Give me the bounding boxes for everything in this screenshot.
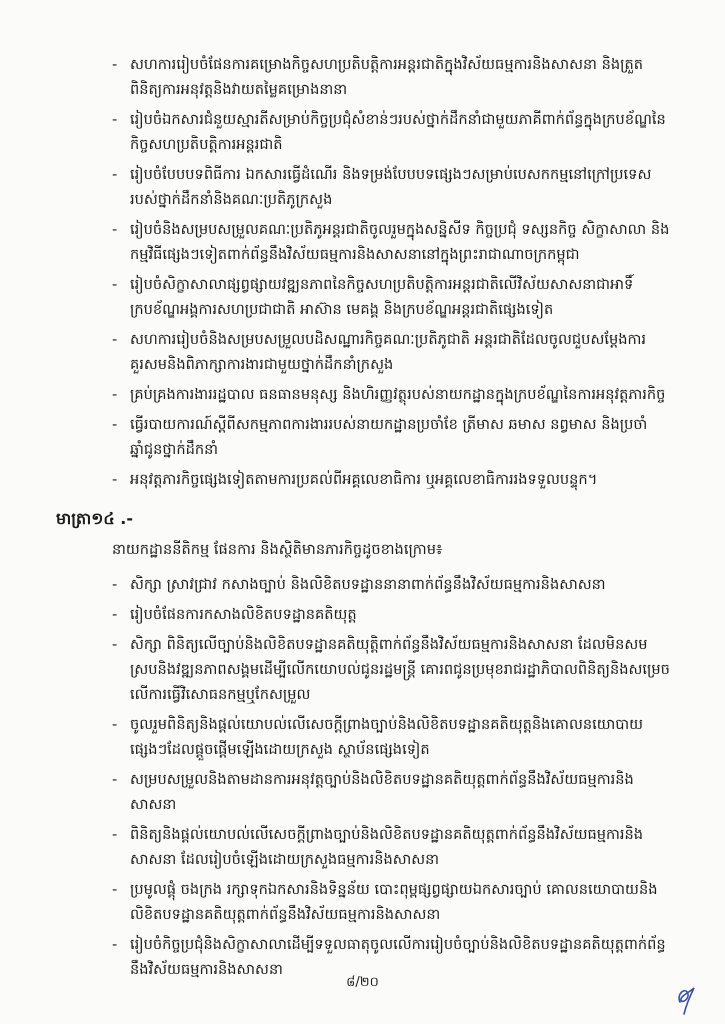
list-item (112, 712, 672, 762)
list-item-text: សហការរៀបចំនិងសម្របសម្រួលបដិសណ្ឋារកិច្ចគណៈប្រតិភូជាតិ អន្តរជាតិដែលចូលជួបសម្តែងការគួរសមនិងពិភាក្សាការងារជាមួយថ្នាក់ដឹកនាំក្រសួង (130, 331, 647, 373)
list-item-text: ពិនិត្យនិងផ្ដល់យោបល់លើសេចក្ដីព្រាងច្បាប់និងលិខិតបទដ្ឋានគតិយុត្តពាក់ព័ន្ធនឹងវិស័យធម្មការនិងសាសនា ដែលរៀបចំឡើងដោយក្រសួងធម្មការនិងសាសនា (130, 826, 644, 868)
bullet-dash: - (112, 416, 118, 433)
list-item (112, 272, 672, 322)
article-intro: នាយកដ្ឋាននីតិកម្ម ផែនការ និងស្ថិតិមានភារកិច្ចដូចខាងក្រោម៖ (112, 541, 443, 558)
list-item-text: គ្រប់គ្រងការងាររដ្ឋបាល ធនធានមនុស្ស និងហិរញ្ញវត្ថុរបស់នាយកដ្ឋានក្នុងក្របខ័ណ្ឌនៃការអនុវត្តភារកិច្ច (130, 386, 666, 403)
list-item-text: រៀបចំឯកសារជំនួយស្មារតីសម្រាប់កិច្ចប្រជុំសំខាន់ៗរបស់ថ្នាក់ដឹកនាំជាមួយភាគីពាក់ព័ន្ធក្នុងក្របខ័ណ្ឌនៃកិច្ចសហប្រតិបត្តិការអន្តរជាតិ (130, 111, 666, 153)
list-item-text: សិក្សា ស្រាវជ្រាវ កសាងច្បាប់ និងលិខិតបទដ្ឋាននានាពាក់ព័ន្ធនឹងវិស័យធម្មការនិងសាសនា (130, 576, 606, 593)
list-item (112, 327, 672, 377)
bullet-dash: - (112, 636, 118, 653)
duties-list-section-13 (112, 52, 672, 497)
list-item (112, 162, 672, 212)
list-item (112, 602, 672, 627)
list-item (112, 822, 672, 872)
bullet-dash: - (112, 576, 118, 593)
bullet-dash: - (112, 386, 118, 403)
bullet-dash: - (112, 771, 118, 788)
bullet-dash: - (112, 936, 118, 953)
page-number: ៨/២០ (346, 975, 379, 990)
list-item-text: រៀបចំបែបបទពិធីការ ឯកសារធ្វើដំណើរ និងទម្រង់បែបបទផ្សេងៗសម្រាប់បេសកកម្មនៅក្រៅប្រទេសរបស់ថ្នាក់ដឹកនាំនិងគណៈប្រតិភូក្រសួង (130, 166, 652, 208)
list-item-text: រៀបចំកិច្ចប្រជុំនិងសិក្ខាសាលាដើម្បីទទួលធាតុចូលលើការរៀបចំច្បាប់និងលិខិតបទដ្ឋានគតិយុត្តពាក់ព័ន្ធនឹងវិស័យធម្មការនិងសាសនា (130, 936, 666, 978)
bullet-dash: - (112, 471, 118, 488)
bullet-dash: - (112, 826, 118, 843)
list-item (112, 767, 672, 817)
list-item (112, 467, 672, 492)
list-item (112, 572, 672, 597)
list-item-text: រៀបចំសិក្ខាសាលាផ្សព្វផ្សាយវឌ្ឍនភាពនៃកិច្ចសហប្រតិបត្តិការអន្តរជាតិលើវិស័យសាសនាជាអាទិ៍ក្របខ័ណ្ឌអង្គការសហប្រជាជាតិ អាស៊ាន មេគង្គ និងក្របខ័ណ្ឌអន្តរជាតិផ្សេងទៀត (130, 276, 634, 318)
list-item-text: ប្រមូលផ្ដុំ ចងក្រង រក្សាទុកឯកសារនិងទិន្នន័យ បោះពុម្ពផ្សព្វផ្សាយឯកសារច្បាប់ គោលនយោបាយនិងលិខិតបទដ្ឋានគតិយុត្តពាក់ព័ន្ធនឹងវិស័យធម្មការនិងសាសនា (130, 881, 658, 923)
list-item-text: រៀបចំនិងសម្របសម្រួលគណៈប្រតិភូអន្តរជាតិចូលរួមក្នុងសន្និសីទ កិច្ចប្រជុំ ទស្សនកិច្ច សិក្ខាសាលា និងកម្មវិធីផ្សេងៗទៀតពាក់ព័ន្ធនឹងវិស័យធម្មការនិងសាសនានៅក្នុងព្រះរាជាណាចក្រកម្ពុជា (130, 221, 670, 263)
article-heading: មាត្រា១៤ .- (56, 509, 133, 528)
bullet-dash: - (112, 331, 118, 348)
bullet-dash: - (112, 716, 118, 733)
list-item-text: សិក្សា ពិនិត្យលើច្បាប់និងលិខិតបទដ្ឋានគតិយុត្តិពាក់ព័ន្ធនឹងវិស័យធម្មការនិងសាសនា ដែលមិនសមស្របនិងវឌ្ឍនភាពសង្គមដើម្បីលើកយោបល់ជូនរដ្ឋមន្ត្រី គោរពជូនប្រមុខរាជរដ្ឋាភិបាលពិនិត្យនិងសម្រេចលើការធ្វើវិសោធនកម្មឬកែសម្រួល (130, 636, 670, 703)
list-item-text: សហការរៀបចំផែនការគម្រោងកិច្ចសហប្រតិបត្តិការអន្តរជាតិក្នុងវិស័យធម្មការនិងសាសនា និងត្រួតពិនិត្យការអនុវត្តនិងវាយតម្លៃគម្រោងនានា (130, 56, 643, 98)
bullet-dash: - (112, 111, 118, 128)
list-item-text: សម្របសម្រួលនិងតាមដានការអនុវត្តច្បាប់និងលិខិតបទដ្ឋានគតិយុត្តពាក់ព័ន្ធនឹងវិស័យធម្មការនិងសាសនា (130, 771, 634, 813)
duties-list-section-14 (112, 572, 672, 987)
list-item (112, 382, 672, 407)
list-item-text: ចូលរួមពិនិត្យនិងផ្ដល់យោបល់លើសេចក្ដីព្រាងច្បាប់និងលិខិតបទដ្ឋានគតិយុត្តនិងគោលនយោបាយផ្សេងៗដែលផ្ដួចផ្ដើមឡើងដោយក្រសួង ស្ថាប័នផ្សេងទៀត (130, 716, 644, 758)
list-item-text: អនុវត្តភារកិច្ចផ្សេងទៀតតាមការប្រគល់ពីអគ្គលេខាធិការ ឬអគ្គលេខាធិការរងទទួលបន្ទុក។ (130, 471, 598, 488)
bullet-dash: - (112, 166, 118, 183)
bullet-dash: - (112, 881, 118, 898)
list-item (112, 107, 672, 157)
list-item (112, 52, 672, 102)
list-item (112, 217, 672, 267)
bullet-dash: - (112, 221, 118, 238)
list-item-text: រៀបចំផែនការកសាងលិខិតបទដ្ឋានគតិយុត្ត (130, 606, 357, 623)
bullet-dash: - (112, 56, 118, 73)
list-item (112, 412, 672, 462)
handwritten-initial-mark (672, 982, 702, 1016)
bullet-dash: - (112, 276, 118, 293)
bullet-dash: - (112, 606, 118, 623)
list-item (112, 632, 672, 707)
list-item (112, 877, 672, 927)
list-item-text: ធ្វើរបាយការណ៍ស្ដីពីសកម្មភាពការងាររបស់នាយកដ្ឋានប្រចាំខែ ត្រីមាស ឆមាស នព្វមាស និងប្រចាំឆ្នាំជូនថ្នាក់ដឹកនាំ (130, 416, 648, 458)
